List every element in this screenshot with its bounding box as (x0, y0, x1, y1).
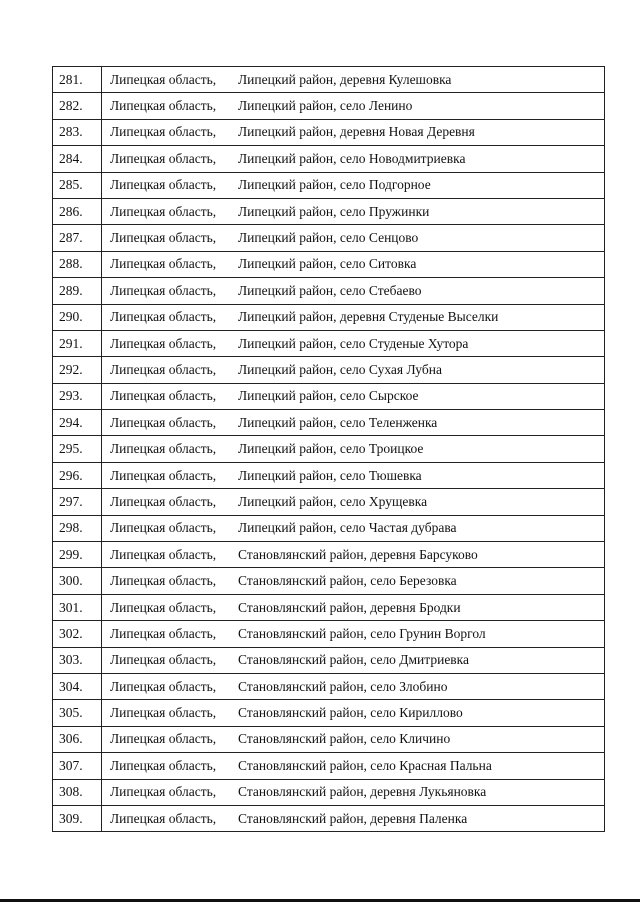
settlement-name: Липецкий район, деревня Студеные Выселки (238, 309, 499, 325)
settlement-name: Липецкий район, село Сырское (238, 388, 419, 404)
table-row (53, 383, 605, 409)
settlement-name: Липецкий район, село Новодмитриевка (238, 150, 466, 166)
region-name: Липецкая область, (110, 705, 217, 721)
region-name: Липецкая область, (110, 546, 217, 562)
row-number: 307. (53, 753, 102, 779)
region-name: Липецкая область, (110, 388, 217, 404)
settlements-table (52, 66, 605, 832)
row-address (102, 462, 605, 488)
settlement-name: Липецкий район, село Сенцово (238, 230, 419, 246)
table-row (53, 647, 605, 673)
row-address (102, 67, 605, 93)
region-name: Липецкая область, (110, 335, 217, 351)
row-number: 288. (53, 251, 102, 277)
settlement-name: Липецкий район, село Ситовка (238, 256, 417, 272)
table-row (53, 330, 605, 356)
region-name: Липецкая область, (110, 731, 217, 747)
row-address (102, 198, 605, 224)
row-number: 308. (53, 779, 102, 805)
row-address (102, 753, 605, 779)
settlement-name: Становлянский район, село Злобино (238, 678, 448, 694)
settlement-name: Становлянский район, деревня Лукьяновка (238, 784, 487, 800)
table-row (53, 119, 605, 145)
table-row (53, 621, 605, 647)
settlement-name: Становлянский район, деревня Паленка (238, 810, 468, 826)
table-row (53, 726, 605, 752)
row-address (102, 515, 605, 541)
settlement-name: Становлянский район, село Красная Пальна (238, 757, 492, 773)
row-address (102, 700, 605, 726)
region-name: Липецкая область, (110, 203, 217, 219)
row-address (102, 594, 605, 620)
settlement-name: Становлянский район, село Кириллово (238, 705, 463, 721)
region-name: Липецкая область, (110, 71, 217, 87)
table-row (53, 779, 605, 805)
table-row (53, 594, 605, 620)
row-address (102, 330, 605, 356)
table-row (53, 278, 605, 304)
settlement-name: Липецкий район, село Ленино (238, 98, 413, 114)
row-number: 309. (53, 805, 102, 831)
settlement-name: Липецкий район, село Частая дубрава (238, 520, 457, 536)
settlement-name: Липецкий район, село Стебаево (238, 282, 422, 298)
table-row (53, 436, 605, 462)
row-address (102, 357, 605, 383)
table-row (53, 146, 605, 172)
table-row (53, 515, 605, 541)
table-row (53, 489, 605, 515)
row-address (102, 647, 605, 673)
row-number: 296. (53, 462, 102, 488)
row-address (102, 146, 605, 172)
row-address (102, 251, 605, 277)
region-name: Липецкая область, (110, 678, 217, 694)
row-number: 304. (53, 673, 102, 699)
row-address (102, 489, 605, 515)
row-address (102, 436, 605, 462)
region-name: Липецкая область, (110, 652, 217, 668)
row-address (102, 542, 605, 568)
region-name: Липецкая область, (110, 177, 217, 193)
region-name: Липецкая область, (110, 309, 217, 325)
region-name: Липецкая область, (110, 757, 217, 773)
row-address (102, 278, 605, 304)
row-number: 291. (53, 330, 102, 356)
table-row (53, 225, 605, 251)
settlement-name: Липецкий район, село Пружинки (238, 203, 430, 219)
row-number: 301. (53, 594, 102, 620)
settlement-name: Становлянский район, село Грунин Воргол (238, 625, 486, 641)
table-row (53, 462, 605, 488)
region-name: Липецкая область, (110, 361, 217, 377)
row-number: 299. (53, 542, 102, 568)
region-name: Липецкая область, (110, 467, 217, 483)
row-address (102, 673, 605, 699)
settlement-name: Становлянский район, деревня Бродки (238, 599, 461, 615)
table-row (53, 568, 605, 594)
row-number: 302. (53, 621, 102, 647)
region-name: Липецкая область, (110, 150, 217, 166)
table-row (53, 67, 605, 93)
row-address (102, 805, 605, 831)
table-row (53, 805, 605, 831)
row-address (102, 726, 605, 752)
settlement-name: Липецкий район, деревня Новая Деревня (238, 124, 475, 140)
row-number: 295. (53, 436, 102, 462)
row-number: 294. (53, 410, 102, 436)
row-address (102, 304, 605, 330)
row-number: 289. (53, 278, 102, 304)
row-address (102, 621, 605, 647)
region-name: Липецкая область, (110, 256, 217, 272)
region-name: Липецкая область, (110, 784, 217, 800)
region-name: Липецкая область, (110, 573, 217, 589)
settlement-name: Становлянский район, село Кличино (238, 731, 451, 747)
settlement-name: Липецкий район, село Хрущевка (238, 493, 428, 509)
row-number: 306. (53, 726, 102, 752)
region-name: Липецкая область, (110, 230, 217, 246)
row-number: 286. (53, 198, 102, 224)
region-name: Липецкая область, (110, 493, 217, 509)
row-address (102, 93, 605, 119)
region-name: Липецкая область, (110, 414, 217, 430)
row-number: 282. (53, 93, 102, 119)
region-name: Липецкая область, (110, 282, 217, 298)
settlement-name: Становлянский район, деревня Барсуково (238, 546, 478, 562)
region-name: Липецкая область, (110, 520, 217, 536)
region-name: Липецкая область, (110, 98, 217, 114)
row-number: 300. (53, 568, 102, 594)
settlement-name: Становлянский район, село Дмитриевка (238, 652, 470, 668)
table-row (53, 410, 605, 436)
row-address (102, 172, 605, 198)
table-row (53, 753, 605, 779)
row-address (102, 779, 605, 805)
region-name: Липецкая область, (110, 441, 217, 457)
settlement-name: Липецкий район, село Троицкое (238, 441, 424, 457)
row-number: 297. (53, 489, 102, 515)
row-number: 287. (53, 225, 102, 251)
table-row (53, 357, 605, 383)
row-address (102, 225, 605, 251)
table-row (53, 93, 605, 119)
row-address (102, 410, 605, 436)
row-address (102, 568, 605, 594)
row-number: 305. (53, 700, 102, 726)
row-number: 303. (53, 647, 102, 673)
settlement-name: Липецкий район, деревня Кулешовка (238, 71, 452, 87)
settlement-name: Липецкий район, село Сухая Лубна (238, 361, 442, 377)
region-name: Липецкая область, (110, 124, 217, 140)
row-number: 281. (53, 67, 102, 93)
row-address (102, 383, 605, 409)
page-bottom-rule (0, 899, 640, 902)
region-name: Липецкая область, (110, 599, 217, 615)
row-address (102, 119, 605, 145)
row-number: 284. (53, 146, 102, 172)
settlement-name: Липецкий район, село Студеные Хутора (238, 335, 469, 351)
table-row (53, 198, 605, 224)
table-row (53, 542, 605, 568)
row-number: 283. (53, 119, 102, 145)
settlement-name: Липецкий район, село Тюшевка (238, 467, 422, 483)
settlement-name: Липецкий район, село Подгорное (238, 177, 431, 193)
settlement-name: Становлянский район, село Березовка (238, 573, 457, 589)
row-number: 298. (53, 515, 102, 541)
table-row (53, 700, 605, 726)
row-number: 292. (53, 357, 102, 383)
region-name: Липецкая область, (110, 625, 217, 641)
row-number: 285. (53, 172, 102, 198)
row-number: 290. (53, 304, 102, 330)
table-row (53, 304, 605, 330)
region-name: Липецкая область, (110, 810, 217, 826)
table-row (53, 172, 605, 198)
row-number: 293. (53, 383, 102, 409)
settlement-name: Липецкий район, село Теленженка (238, 414, 438, 430)
table-row (53, 673, 605, 699)
table-row (53, 251, 605, 277)
settlements-table-body (53, 67, 605, 832)
